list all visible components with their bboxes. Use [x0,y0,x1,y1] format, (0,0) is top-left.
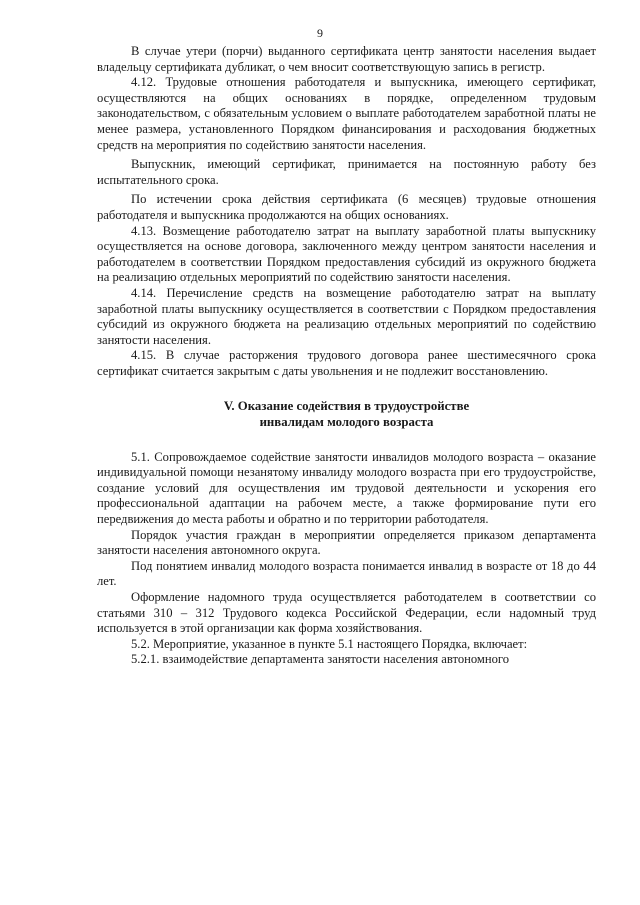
page-number: 9 [317,26,323,40]
paragraph-certificate-loss: В случае утери (порчи) выданного сертификата центр занятости населения выдает владельцу сертификата дубликат, о чем вносит соответствующую запись в регистр. [97,44,596,74]
paragraph-participation-order: Порядок участия граждан в мероприятии определяется приказом департамента занятости населения автономного округа. [97,527,596,558]
paragraph-4-15: 4.15. В случае расторжения трудового договора ранее шестимесячного срока сертификат считается закрытым с даты увольнения и не подлежит восстановлению. [97,348,596,378]
paragraph-certificate-expiry: По истечении срока действия сертификата (6 месяцев) трудовые отношения работодателя и выпускника продолжаются на общих основаниях. [97,192,596,222]
section-heading [97,399,596,430]
paragraph-5-2-1: 5.2.1. взаимодействие департамента занятости населения автономного [131,652,510,667]
paragraph-young-disabled-definition: Под понятием инвалид молодого возраста понимается инвалид в возрасте от 18 до 44 лет. [97,558,596,589]
paragraph-home-work: Оформление надомного труда осуществляется работодателем в соответствии со статьями 310 – 312 Трудового кодекса Российской Федерации, если надомный труд используется в этой организации как форма хозяйствования. [97,590,596,636]
paragraph-4-12: 4.12. Трудовые отношения работодателя и выпускника, имеющего сертификат, осуществляются на общих основаниях в порядке, определенном трудовым законодательством, с обязательным условием о выплате работодателем заработной платы не менее размера, установленного Порядком финансирования и расходования бюджетных средств на мероприятия по содействию занятости населения. [97,75,596,152]
paragraph-4-14: 4.14. Перечисление средств на возмещение работодателю затрат на выплату заработной платы выпускнику осуществляется в соответствии с Порядком предоставления субсидий из окружного бюджета на реализацию отдельных мероприятий по содействию занятости населения. [97,285,596,347]
paragraph-5-2: 5.2. Мероприятие, указанное в пункте 5.1 настоящего Порядка, включает: [131,636,528,651]
paragraph-5-1: 5.1. Сопровождаемое содействие занятости инвалидов молодого возраста – оказание индивидуальной помощи незанятому инвалиду молодого возраста при его трудоустройстве, создание условий для осуществления им трудовой деятельности и ускорения его профессиональной адаптации на рабочем месте, а также формирование пути его передвижения до места работы и обратно и по территории работодателя. [97,449,596,527]
paragraph-no-probation: Выпускник, имеющий сертификат, принимается на постоянную работу без испытательного срока. [97,157,596,187]
section-heading-line-2: инвалидам молодого возраста [259,415,434,430]
document-body [97,44,596,668]
section-heading-line-1: V. Оказание содействия в трудоустройстве [223,399,470,414]
paragraph-4-13: 4.13. Возмещение работодателю затрат на выплату заработной платы выпускнику осуществляется на основе договора, заключенного между центром занятости населения и работодателем в соответствии Порядком предоставления субсидий из окружного бюджета на реализацию отдельных мероприятий по содействию занятости населения. [97,223,596,285]
